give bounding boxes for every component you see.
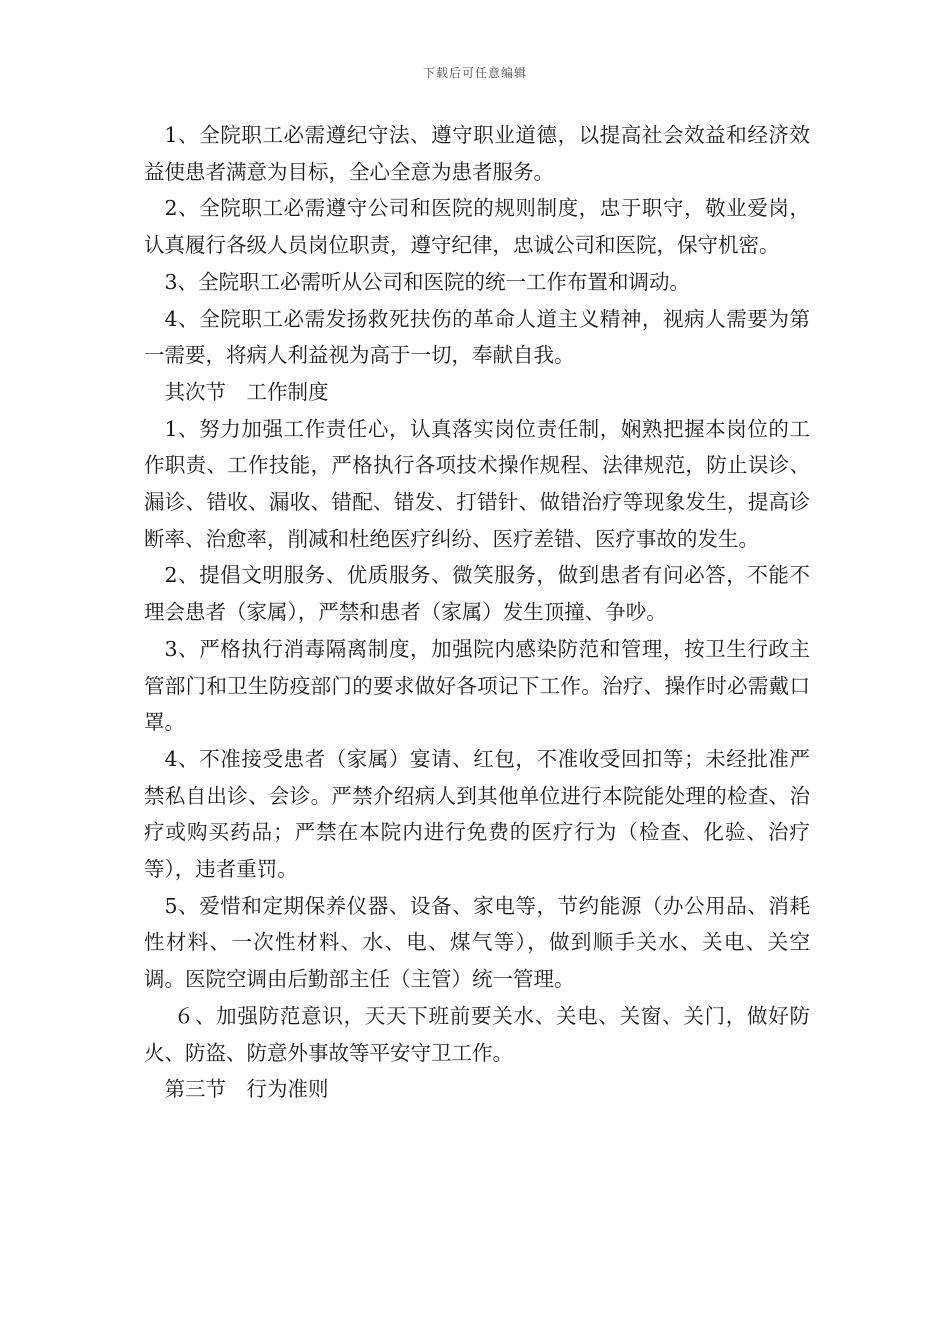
document-body <box>144 117 810 1108</box>
section-heading-code-of-conduct: 第三节 行为准则 <box>164 1077 329 1102</box>
paragraph: 2、提倡文明服务、优质服务、微笑服务，做到患者有问必答，不能不理会患者（家属），严禁和患者（家属）发生顶撞、争吵。 <box>144 563 810 625</box>
page-header-note: 下载后可任意编辑 <box>422 66 527 80</box>
paragraph: 3、全院职工必需听从公司和医院的统一工作布置和调动。 <box>164 269 691 294</box>
paragraph: 1、努力加强工作责任心，认真落实岗位责任制，娴熟把握本岗位的工作职责、工作技能，严格执行各项技术操作规程、法律规范，防止误诊、漏诊、错收、漏收、错配、错发、打错针、做错治疗等现象发生，提高诊断率、治愈率，削减和杜绝医疗纠纷、医疗差错、医疗事故的发生。 <box>144 416 810 551</box>
paragraph: 4、不准接受患者（家属）宴请、红包，不准收受回扣等；未经批准严禁私自出诊、会诊。严禁介绍病人到其他单位进行本院能处理的检查、治疗或购买药品；严禁在本院内进行免费的医疗行为（检查、化验、治疗等），违者重罚。 <box>144 746 810 882</box>
section-heading-work-rules: 其次节 工作制度 <box>164 379 329 404</box>
paragraph: 4、全院职工必需发扬救死扶伤的革命人道主义精神，视病人需要为第一需要，将病人利益视为高于一切，奉献自我。 <box>144 306 810 368</box>
paragraph: 1、全院职工必需遵纪守法、遵守职业道德，以提高社会效益和经济效益使患者满意为目标，全心全意为患者服务。 <box>144 123 810 184</box>
paragraph: 2、全院职工必需遵守公司和医院的规则制度，忠于职守，敬业爱岗，认真履行各级人员岗位职责，遵守纪律，忠诚公司和医院，保守机密。 <box>144 196 810 258</box>
paragraph: 5、爱惜和定期保养仪器、设备、家电等，节约能源（办公用品、消耗性材料、一次性材料、水、电、煤气等），做到顺手关水、关电、关空调。医院空调由后勤部主任（主管）统一管理。 <box>144 893 810 992</box>
paragraph: ６、加强防范意识，天天下班前要关水、关电、关窗、关门，做好防火、防盗、防意外事故等平安守卫工作。 <box>144 1003 810 1065</box>
paragraph: 3、严格执行消毒隔离制度，加强院内感染防范和管理，按卫生行政主管部门和卫生防疫部门的要求做好各项记下工作。治疗、操作时必需戴口罩。 <box>144 636 810 735</box>
